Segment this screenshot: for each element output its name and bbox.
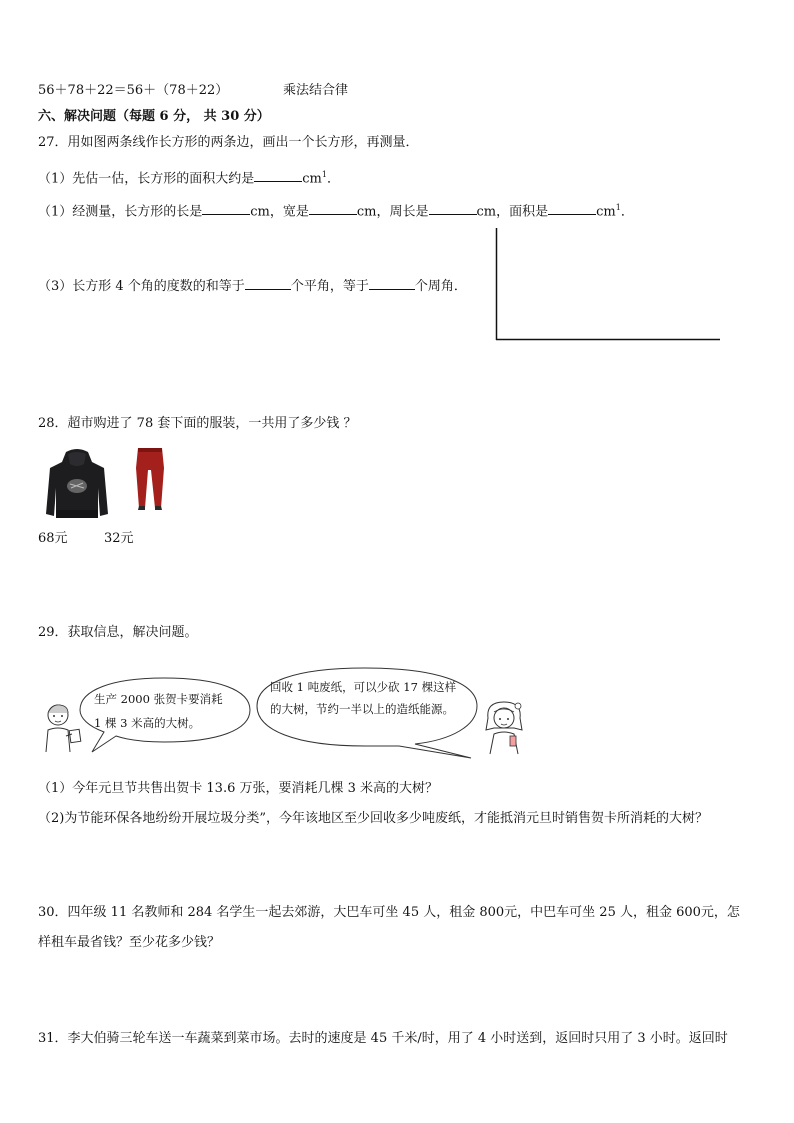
- q27-part2-text-a: cm，宽是: [250, 204, 309, 220]
- q30-line1: 30．四年级 11 名教师和 284 名学生一起去郊游，大巴车可坐 45 人，租金 800元，中巴车可坐 25 人，租金 600元，怎: [38, 905, 740, 920]
- q27-stem: 27．用如图两条线作长方形的两条边，画出一个长方形，再测量．: [38, 135, 419, 150]
- unit-superscript: 1: [321, 170, 327, 179]
- answer-blank-straight-angles[interactable]: [245, 276, 291, 290]
- answer-blank[interactable]: [254, 168, 302, 182]
- left-bubble-line2: 1 棵 3 米高的大树。: [94, 716, 201, 730]
- left-bubble-line1: 生产 2000 张贺卡要消耗: [94, 692, 223, 706]
- q29-part2: （2)为节能环保各地纷纷开展垃圾分类”，今年该地区至少回收多少吨废纸，才能抵消元旦时销售贺卡所消耗的大树？: [38, 811, 708, 826]
- q27-part2-text: （1）经测量，长方形的长是: [38, 204, 203, 220]
- q28-stem: 28．超市购进了 78 套下面的服装，一共用了多少钱 ？: [38, 416, 357, 431]
- answer-blank-round-angles[interactable]: [369, 276, 415, 290]
- right-bubble-line1: 回收 1 吨废纸，可以少砍 17 棵这样: [270, 680, 457, 694]
- q27-part3-text: （3）长方形 4 个角的度数的和等于: [38, 279, 245, 294]
- section-title: 六、解决问题（每题 6 分， 共 30 分）: [38, 109, 270, 124]
- answer-blank-width[interactable]: [309, 201, 357, 215]
- q27-part1-text: （1）先估一估，长方形的面积大约是: [38, 171, 255, 187]
- unit-text: cm: [596, 204, 616, 220]
- q29-part1: （1）今年元旦节共售出贺卡 13.6 万张，要消耗几棵 3 米高的大树？: [38, 781, 439, 796]
- answer-blank-length[interactable]: [202, 201, 250, 215]
- answer-blank-area[interactable]: [548, 201, 596, 215]
- q27-part2: [38, 199, 634, 221]
- q27-part2-text-c: cm，面积是: [476, 204, 549, 220]
- punctuation: ．: [620, 204, 634, 220]
- q27-part3-text-end: 个周角．: [414, 279, 467, 294]
- law-label: [283, 82, 348, 100]
- law-text: 乘法结合律: [283, 83, 349, 98]
- pants-image: [133, 446, 167, 512]
- girl-illustration: [480, 698, 530, 756]
- q27-part3-text-mid: 个平角，等于: [290, 279, 369, 294]
- equation-text: 56＋78＋22＝56＋（78＋22）: [38, 83, 229, 98]
- q27-part3: [38, 276, 467, 296]
- price-jacket: 68元: [38, 531, 68, 546]
- q29-stem: 29．获取信息，解决问题。: [38, 625, 198, 640]
- q27-part2-text-b: cm，周长是: [356, 204, 429, 220]
- q31-line1: 31．李大伯骑三轮车送一车蔬菜到菜市场。去时的速度是 45 千米/时，用了 4 小时送到，返回时只用了 3 小时。返回时: [38, 1031, 728, 1046]
- unit-text: cm: [302, 171, 322, 187]
- q30-line2: 样租车最省钱？至少花多少钱？: [38, 935, 221, 950]
- punctuation: ．: [326, 171, 340, 187]
- q27-part1: [38, 166, 340, 188]
- equation-line: [38, 82, 228, 100]
- right-bubble-line2: 的大树，节约一半以上的造纸能源。: [270, 702, 454, 716]
- hoodie-image: [44, 448, 110, 520]
- unit-superscript: 1: [615, 203, 621, 212]
- rectangle-sides-figure: [494, 228, 724, 344]
- answer-blank-perimeter[interactable]: [429, 201, 477, 215]
- price-pants: 32元: [104, 531, 134, 546]
